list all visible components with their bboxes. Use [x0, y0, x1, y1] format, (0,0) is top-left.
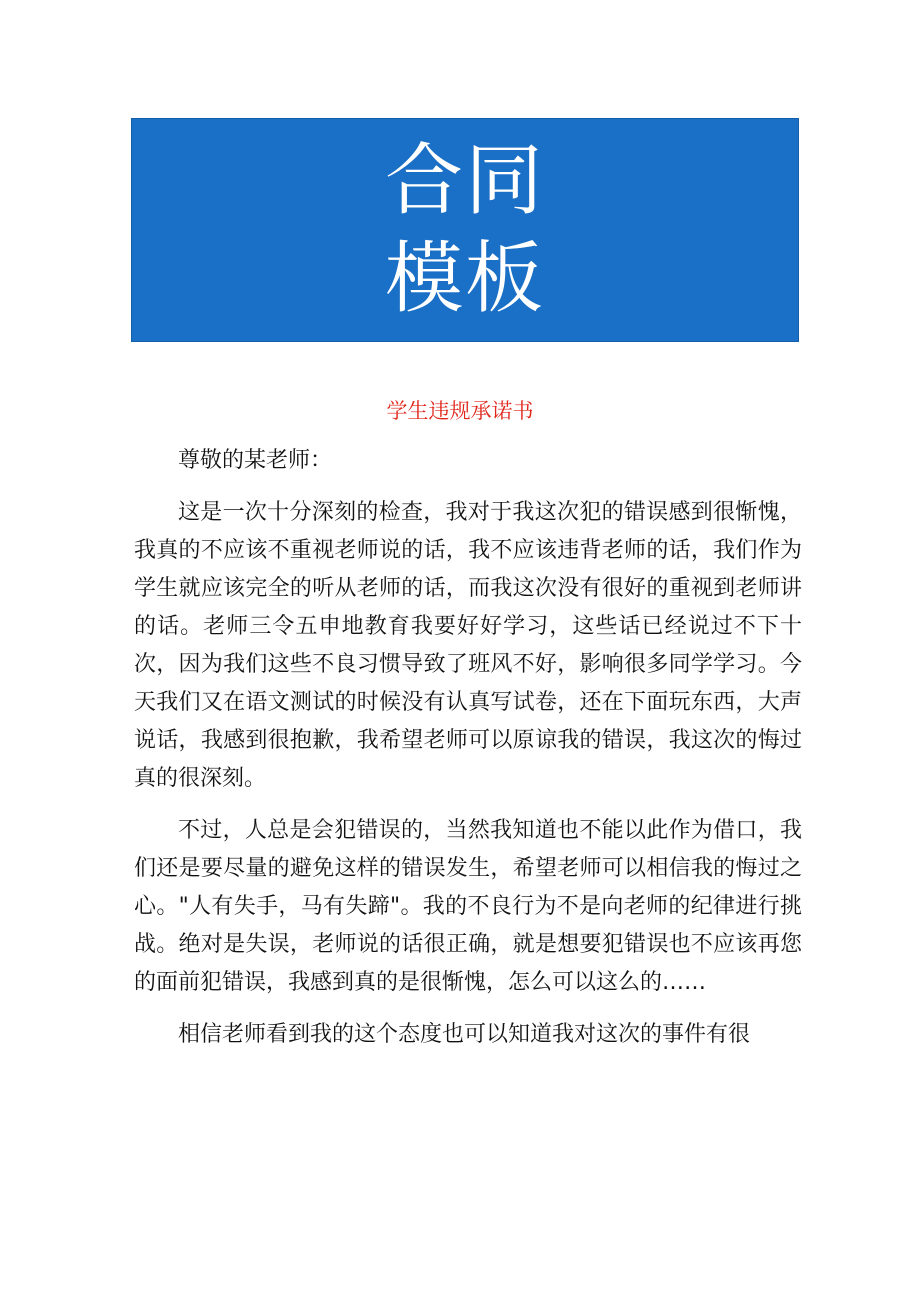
paragraph-1: 这是一次十分深刻的检查，我对于我这次犯的错误感到很惭愧，我真的不应该不重视老师说的话，我不应该违背老师的话，我们作为学生就应该完全的听从老师的话，而我这次没有很好的重视到老师讲的话。老师三令五申地教育我要好好学习，这些话已经说过不下十次，因为我们这些不良习惯导致了班风不好，影响很多同学学习。今天我们又在语文测试的时候没有认真写试卷，还在下面玩东西，大声说话，我感到很抱歉，我希望老师可以原谅我的错误，我这次的悔过真的很深刻。: [134, 500, 802, 791]
title-banner: [131, 118, 799, 342]
document-body: [134, 442, 802, 1068]
document-title: 学生违规承诺书: [386, 399, 534, 423]
paragraph-3: 相信老师看到我的这个态度也可以知道我对这次的事件有很: [178, 1022, 751, 1047]
salutation: 尊敬的某老师：: [178, 448, 333, 473]
banner-title-line-2: 模板: [384, 234, 545, 324]
paragraph-2: 不过，人总是会犯错误的，当然我知道也不能以此作为借口，我们还是要尽量的避免这样的错误发生，希望老师可以相信我的悔过之心。"人有失手，马有失蹄"。我的不良行为不是向老师的纪律进行挑战。绝对是失误，老师说的话很正确，就是想要犯错误也不应该再您的面前犯错误，我感到真的是很惭愧，怎么可以这么的……: [134, 818, 802, 995]
banner-title-line-1: 合同: [384, 136, 545, 226]
